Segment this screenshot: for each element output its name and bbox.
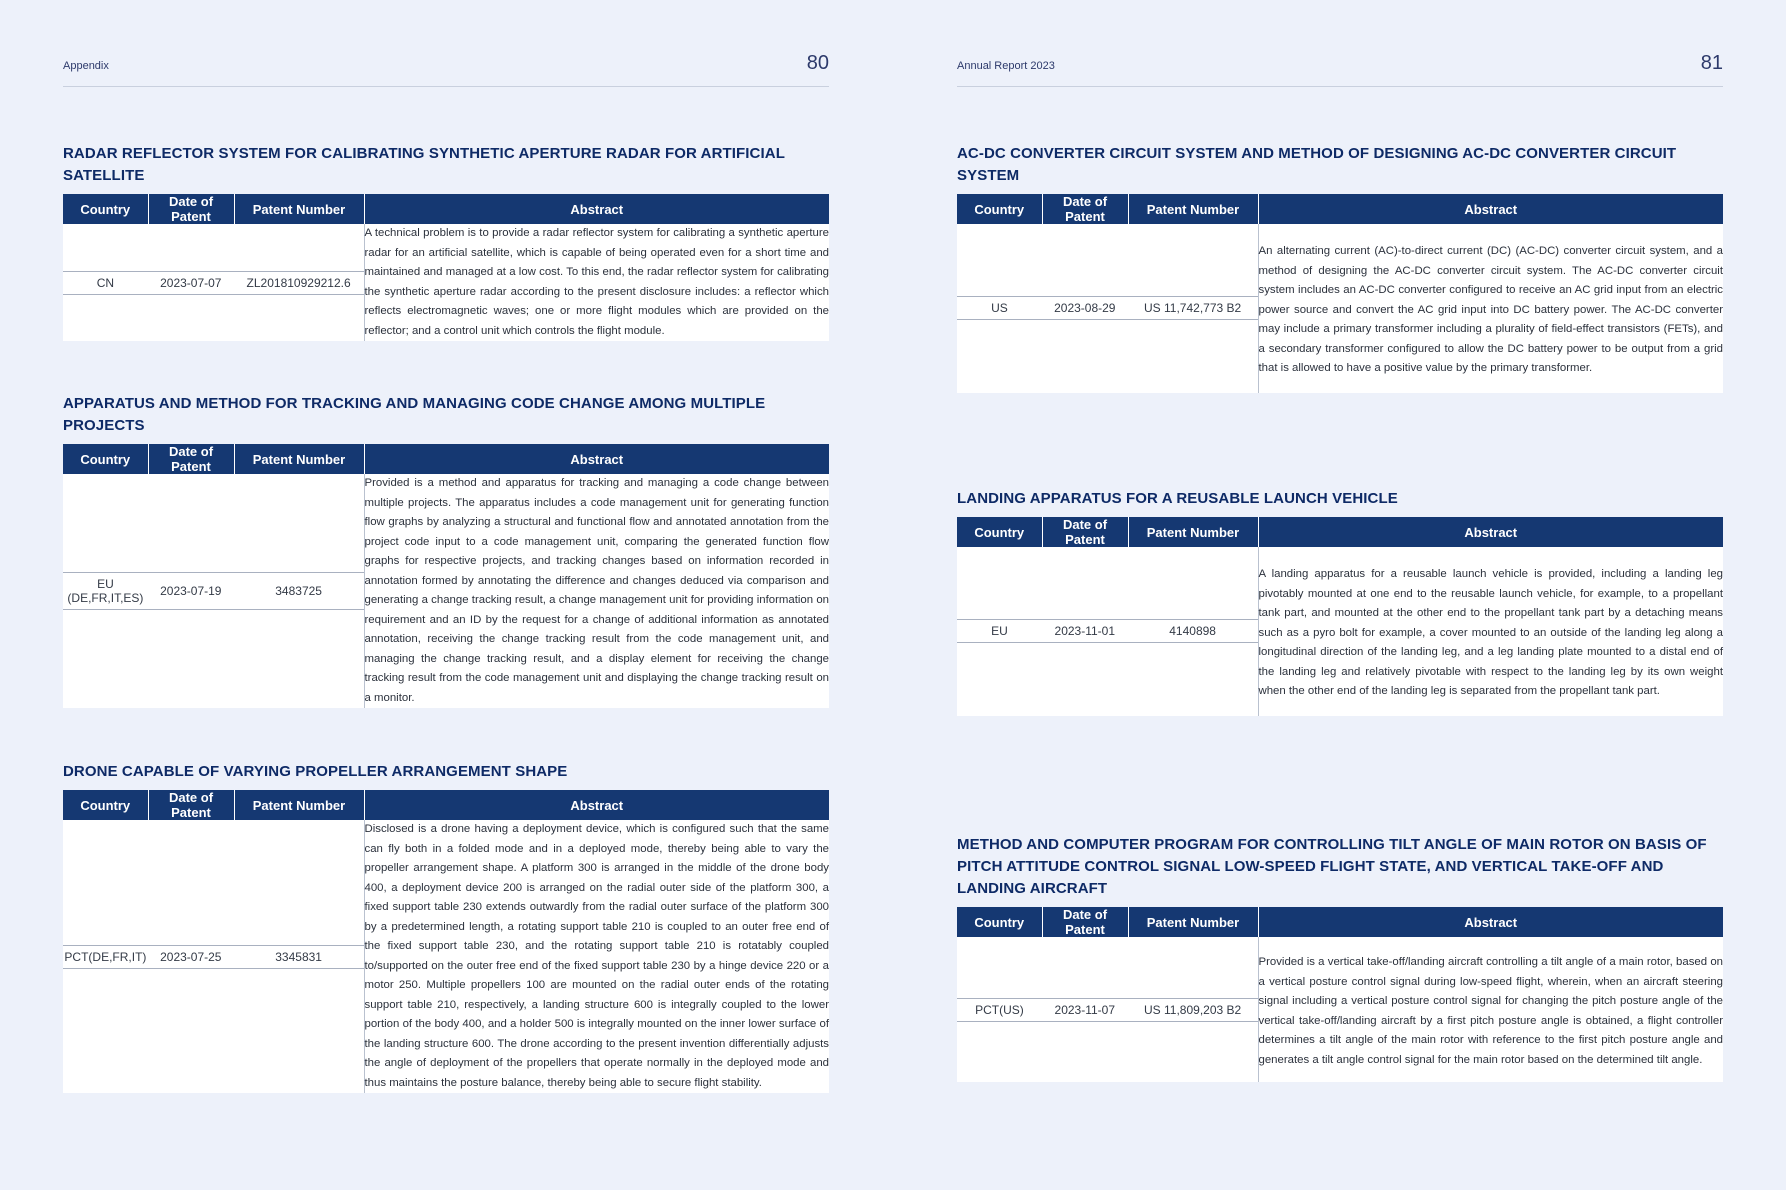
table-header-row — [63, 444, 829, 474]
patent-meta-row — [63, 271, 364, 295]
col-header-number: Patent Number — [234, 790, 364, 820]
col-header-number: Patent Number — [1128, 517, 1258, 547]
table-header-row — [957, 194, 1723, 224]
col-header-date: Date of Patent — [1042, 517, 1128, 547]
col-header-date: Date of Patent — [148, 194, 234, 224]
patent-number: ZL201810929212.6 — [246, 275, 351, 290]
col-header-date: Date of Patent — [1042, 194, 1128, 224]
patent-number: 3345831 — [275, 949, 322, 964]
patent-title: DRONE CAPABLE OF VARYING PROPELLER ARRANGEMENT SHAPE — [63, 763, 568, 780]
patent-meta-row — [63, 945, 364, 969]
patent-entry — [63, 143, 829, 341]
patent-meta — [63, 224, 364, 341]
patent-table — [63, 194, 829, 341]
page-number: 80 — [806, 52, 829, 74]
table-header-row — [957, 517, 1723, 547]
patent-country: PCT(US) — [975, 1002, 1024, 1017]
page-number: 81 — [1700, 52, 1723, 74]
patent-number: US 11,809,203 B2 — [1144, 1002, 1242, 1017]
patent-title: LANDING APPARATUS FOR A REUSABLE LAUNCH VEHICLE — [957, 490, 1398, 507]
patent-date: 2023-07-19 — [160, 584, 222, 598]
patent-date: 2023-11-01 — [1054, 624, 1116, 639]
patent-entry — [957, 143, 1723, 393]
table-row — [957, 937, 1723, 1082]
patent-meta-row — [957, 619, 1258, 643]
patent-abstract: A landing apparatus for a reusable launch vehicle is provided, including a landing leg pivotably mounted at one end to the reusable launch vehicle, for example, to a propellant tank part, and mounted at the other end to the propellant tank part by a detaching means such as a pyro bolt for example, a cover mounted to an outside of the landing leg along a longitudinal direction of the landing leg, and a leg landing plate mounted to a distal end of the landing leg and relatively pivotable with respect to the landing leg by its own weight when the other end of the landing leg is separated from the propellant tank part. — [1258, 547, 1723, 716]
col-header-number: Patent Number — [234, 194, 364, 224]
col-header-number: Patent Number — [1128, 194, 1258, 224]
patent-table — [63, 444, 829, 708]
patent-title: AC-DC CONVERTER CIRCUIT SYSTEM AND METHOD OF DESIGNING AC-DC CONVERTER CIRCUIT SYSTEM — [957, 145, 1677, 184]
patent-meta — [957, 224, 1258, 393]
col-header-abstract: Abstract — [1258, 517, 1723, 547]
table-row — [957, 547, 1723, 716]
patent-date: 2023-07-25 — [160, 949, 222, 964]
col-header-country: Country — [63, 194, 148, 224]
patent-table — [957, 194, 1723, 393]
col-header-country: Country — [63, 790, 148, 820]
patent-entry — [957, 834, 1723, 1082]
patent-date: 2023-07-07 — [160, 275, 222, 290]
patent-table — [63, 790, 829, 1093]
patent-title: APPARATUS AND METHOD FOR TRACKING AND MANAGING CODE CHANGE AMONG MULTIPLE PROJECTS — [63, 395, 766, 434]
col-header-abstract: Abstract — [364, 790, 829, 820]
table-header-row — [63, 790, 829, 820]
patent-abstract: Disclosed is a drone having a deployment device, which is configured such that the same can fly both in a folded mode and in a deployed mode, thereby being able to vary the propeller arrangement shape. A platform 300 is arranged in the middle of the drone body 400, a deployment device 200 is arranged on the radial outer side of the platform 300, a fixed support table 230 extends outwardly from the radial outer surface of the platform 300 by a predetermined length, a rotating support table 210 is coupled to an outer free end of the fixed support table 230, and the rotating support table 210 is rotatably coupled to/supported on the outer free end of the fixed support table 230 by a hinge device 220 or a motor 250. Multiple propellers 100 are mounted on the radial outer ends of the rotating support table 210, respectively, a landing structure 600 is integrally coupled to the lower portion of the body 400, and a holder 500 is integrally mounted on the inner lower surface of the landing structure 600. The drone according to the present invention differentially adjusts the angle of deployment of the propellers that operate normally in the deployed mode and thus maintains the posture balance, thereby being able to secure flight stability. — [364, 820, 829, 1093]
col-header-abstract: Abstract — [364, 444, 829, 474]
col-header-date: Date of Patent — [148, 790, 234, 820]
patent-abstract: Provided is a vertical take-off/landing aircraft controlling a tilt angle of a main rotor, based on a vertical posture control signal during low-speed flight, wherein, when an aircraft steering signal including a vertical posture control signal for changing the pitch posture angle of the vertical take-off/landing aircraft by a first pitch posture angle is obtained, a flight controller determines a tilt angle of the main rotor with reference to the first pitch posture angle and generates a tilt angle control signal for the main rotor based on the determined tilt angle. — [1258, 937, 1723, 1082]
patent-meta — [957, 547, 1258, 716]
header-label: Appendix — [63, 60, 109, 72]
patent-country: CN — [96, 275, 115, 290]
patent-country: EU — [991, 624, 1008, 639]
table-row — [957, 224, 1723, 393]
col-header-date: Date of Patent — [148, 444, 234, 474]
patent-number: 4140898 — [1169, 624, 1216, 639]
patent-date: 2023-11-07 — [1054, 1002, 1116, 1017]
patent-country: PCT(DE,FR,IT) — [64, 949, 147, 964]
patent-meta-row — [957, 296, 1258, 320]
col-header-abstract: Abstract — [1258, 194, 1723, 224]
table-row — [63, 820, 829, 1093]
col-header-abstract: Abstract — [364, 194, 829, 224]
table-row — [63, 224, 829, 341]
patent-number: 3483725 — [275, 584, 322, 598]
page-header — [957, 52, 1723, 87]
table-row — [63, 474, 829, 708]
patent-meta-row — [63, 572, 364, 610]
patent-entry — [957, 488, 1723, 716]
patent-abstract: A technical problem is to provide a radar reflector system for calibrating a synthetic aperture radar for an artificial satellite, which is capable of being operated even for a short time and maintained and managed at a low cost. To this end, the radar reflector system for calibrating the synthetic aperture radar according to the present disclosure includes: a reflector which reflects electromagnetic waves; one or more flight modules which are provided on the reflector; and a control unit which controls the flight module. — [364, 224, 829, 341]
table-header-row — [957, 907, 1723, 937]
patent-table — [957, 517, 1723, 716]
page-left — [63, 0, 829, 1190]
patent-title: METHOD AND COMPUTER PROGRAM FOR CONTROLLING TILT ANGLE OF MAIN ROTOR ON BASIS OF PITCH ATTITUDE CONTROL SIGNAL LOW-SPEED FLIGHT STATE, AND VERTICAL TAKE-OFF AND LANDING AIRCRAFT — [957, 836, 1707, 897]
table-header-row — [63, 194, 829, 224]
page-right — [957, 0, 1723, 1190]
col-header-country: Country — [957, 907, 1042, 937]
patent-meta-row — [957, 998, 1258, 1022]
page-header — [63, 52, 829, 87]
patent-meta — [63, 474, 364, 708]
header-label: Annual Report 2023 — [957, 60, 1055, 72]
patent-number: US 11,742,773 B2 — [1144, 301, 1242, 316]
patent-table — [957, 907, 1723, 1082]
patent-entry — [63, 761, 829, 1093]
col-header-abstract: Abstract — [1258, 907, 1723, 937]
patent-title: RADAR REFLECTOR SYSTEM FOR CALIBRATING SYNTHETIC APERTURE RADAR FOR ARTIFICIAL SATELLITE — [63, 145, 785, 184]
patent-meta — [63, 820, 364, 1093]
patent-abstract: Provided is a method and apparatus for tracking and managing a code change between multiple projects. The apparatus includes a code management unit for generating function flow graphs by analyzing a structural and functional flow and annotated annotation from the project code input to a code management unit, comparing the generated function flow graphs for respective projects, and tracking changes based on information recorded in annotation formed by annotating the difference and changes deduced via comparison and generating a change tracking result, a change management unit for providing information on requirement and an ID by the request for a change of additional information as annotated annotation, receiving the change tracking result from the code management unit, and managing the change tracking result, and a display element for receiving the change tracking result from the code management unit and displaying the change tracking result on a monitor. — [364, 474, 829, 708]
patent-country: US — [991, 301, 1008, 316]
patent-date: 2023-08-29 — [1054, 301, 1116, 316]
col-header-number: Patent Number — [1128, 907, 1258, 937]
col-header-country: Country — [957, 194, 1042, 224]
patent-abstract: An alternating current (AC)-to-direct current (DC) (AC-DC) converter circuit system, and a method of designing the AC-DC converter circuit system. The AC-DC converter circuit system includes an AC-DC converter configured to receive an AC grid input from an electric power source and convert the AC grid input into DC battery power. The AC-DC converter may include a primary transformer including a plurality of field-effect transistors (FETs), and a secondary transformer configured to allow the DC battery power to be output from a grid that is allowed to have a positive value by the primary transformer. — [1258, 224, 1723, 393]
patent-meta — [957, 937, 1258, 1082]
col-header-date: Date of Patent — [1042, 907, 1128, 937]
col-header-country: Country — [957, 517, 1042, 547]
patent-entry — [63, 393, 829, 708]
col-header-number: Patent Number — [234, 444, 364, 474]
patent-country: EU (DE,FR,IT,ES) — [67, 577, 144, 605]
col-header-country: Country — [63, 444, 148, 474]
